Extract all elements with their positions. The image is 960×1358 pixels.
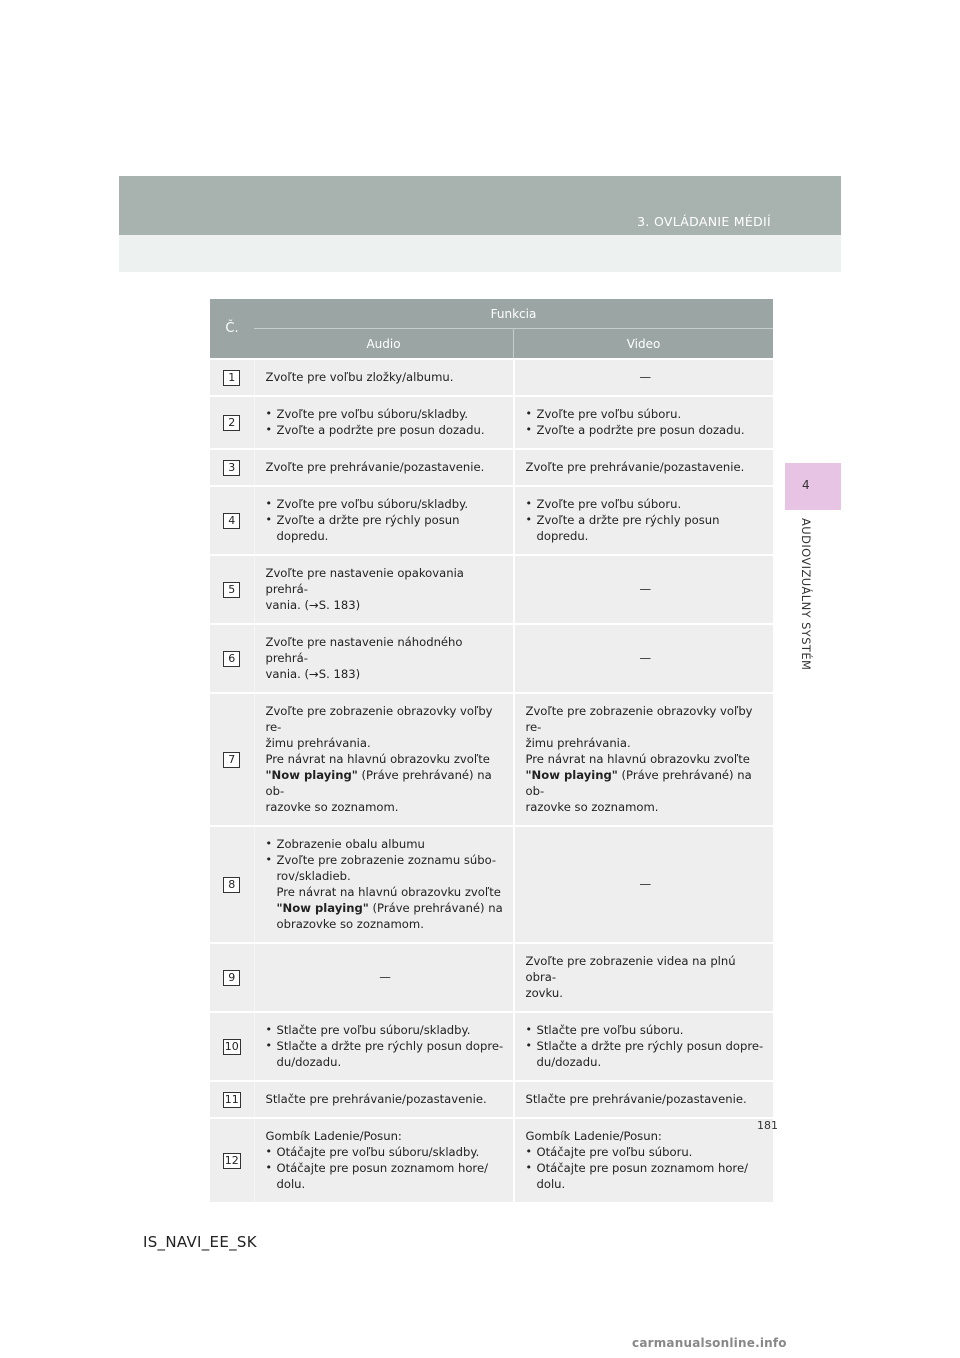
video-dash: — [639,582,652,596]
watermark: carmanualsonline.info [632,1336,787,1350]
header-audio: Audio [254,329,514,360]
video-bullet: • Zvoľte pre voľbu súboru. [526,496,766,512]
video-bullet: • Zvoľte pre voľbu súboru. [526,406,766,422]
video-text: Pre návrat na hlavnú obrazovku zvoľte [525,752,750,766]
audio-text: Stlačte pre prehrávanie/pozastavenie. [265,1092,487,1106]
table-row [210,1081,773,1118]
audio-text: du/dozadu. [276,1055,342,1069]
video-text: zovku. [525,986,563,1000]
audio-text: Zvoľte pre zobrazenie obrazovky voľby re- [265,704,493,734]
audio-text: Zvoľte pre nastavenie opakovania prehrá- [265,566,464,596]
table-row [210,396,773,449]
audio-text: • Stlačte a držte pre rýchly posun dopre- [276,1039,504,1053]
row-number-badge: 9 [223,970,240,986]
audio-bullet: • Zvoľte pre voľbu súboru/skladby. [266,406,505,422]
audio-bullet: • Zvoľte a podržte pre posun dozadu. [266,422,505,438]
video-text: (Práve prehrávané) na ob- [525,768,752,798]
video-dash: — [639,370,652,384]
audio-text: vania. (→S. 183) [265,598,361,612]
row-number-badge: 12 [224,1154,239,1167]
row-number-badge: 5 [223,582,240,598]
audio-text: (Práve prehrávané) na ob- [265,768,492,798]
audio-bullet [266,1160,505,1192]
chapter-label: AUDIOVIZUÁLNY SYSTÉM [799,518,813,671]
section-title: 3. OVLÁDANIE MÉDIÍ [637,214,771,229]
audio-bullet: • Zvoľte a držte pre rýchly posun dopredu. [266,512,505,544]
now-playing-label: "Now playing" [276,901,369,915]
audio-text: rov/skladieb. [276,869,351,883]
audio-text: Gombík Ladenie/Posun: [265,1129,402,1143]
page-number: 181 [757,1119,778,1132]
row-number-badge: 11 [224,1093,239,1106]
audio-text: dolu. [276,1177,306,1191]
audio-text: Pre návrat na hlavnú obrazovku zvoľte [265,752,490,766]
audio-text: Zvoľte pre nastavenie náhodného prehrá- [265,635,463,665]
row-number-badge: 8 [223,877,240,893]
video-text: žimu prehrávania. [525,736,631,750]
now-playing-label: "Now playing" [525,768,618,782]
audio-text: vania. (→S. 183) [265,667,361,681]
table-row [210,943,773,1012]
row-number-badge: 7 [223,752,240,768]
header-number: Č. [210,299,254,359]
row-number-badge: 3 [223,460,240,476]
video-bullet [526,1160,766,1192]
video-text: • Otáčajte pre posun zoznamom hore/ [536,1161,748,1175]
header-video: Video [514,329,774,360]
video-bullet: • Otáčajte pre voľbu súboru. [526,1144,766,1160]
now-playing-label: "Now playing" [265,768,358,782]
table-row [210,624,773,693]
video-text: du/dozadu. [536,1055,602,1069]
audio-text-line [266,767,505,799]
table-row [210,693,773,826]
header-function: Funkcia [254,299,773,329]
audio-text: Pre návrat na hlavnú obrazovku zvoľte [276,885,501,899]
audio-text: žimu prehrávania. [265,736,371,750]
function-table [210,299,773,1202]
audio-text: (Práve prehrávané) na [368,901,503,915]
audio-text: Zvoľte pre prehrávanie/pozastavenie. [265,460,485,474]
video-text: Gombík Ladenie/Posun: [525,1129,662,1143]
row-number-badge: 1 [223,370,240,386]
table-row [210,555,773,624]
table-row [210,826,773,943]
row-number-badge: 2 [223,415,240,431]
chapter-number: 4 [802,478,810,492]
row-number-badge: 4 [223,513,240,529]
header-band [119,176,841,235]
video-text-line [526,767,766,799]
video-text: razovke so zoznamom. [525,800,659,814]
video-text: • Stlačte a držte pre rýchly posun dopre- [536,1039,764,1053]
row-number-badge: 6 [223,651,240,667]
audio-bullet: • Zvoľte pre voľbu súboru/skladby. [266,496,505,512]
audio-bullet: • Stlačte pre voľbu súboru/skladby. [266,1022,505,1038]
video-bullet: • Zvoľte a podržte pre posun dozadu. [526,422,766,438]
audio-text-line [277,900,505,916]
audio-text: • Zvoľte pre zobrazenie zoznamu súbo- [276,853,497,867]
video-text: dolu. [536,1177,566,1191]
video-text: Zvoľte pre zobrazenie videa na plnú obra- [525,954,736,984]
audio-dash: — [379,970,391,984]
header-sub-band [119,235,841,272]
audio-text: Zvoľte pre voľbu zložky/albumu. [265,370,454,384]
row-number-badge: 10 [224,1040,239,1053]
table-row [210,486,773,555]
audio-bullet: • Otáčajte pre voľbu súboru/skladby. [266,1144,505,1160]
table-row [210,359,773,396]
audio-bullet [266,1038,505,1070]
video-dash: — [639,877,652,891]
table-row [210,449,773,486]
audio-text: • Otáčajte pre posun zoznamom hore/ [276,1161,488,1175]
video-bullet: • Zvoľte a držte pre rýchly posun dopredu. [526,512,766,544]
video-text: Zvoľte pre prehrávanie/pozastavenie. [525,460,745,474]
audio-text: obrazovke so zoznamom. [276,917,424,931]
audio-text: razovke so zoznamom. [265,800,399,814]
video-bullet: • Stlačte pre voľbu súboru. [526,1022,766,1038]
video-bullet [526,1038,766,1070]
table-row [210,1118,773,1202]
table-row [210,1012,773,1081]
video-dash: — [639,651,652,665]
video-text: Zvoľte pre zobrazenie obrazovky voľby re- [525,704,753,734]
document-code: IS_NAVI_EE_SK [143,1233,257,1251]
audio-bullet [266,852,505,932]
chapter-tab [785,463,841,510]
video-text: Stlačte pre prehrávanie/pozastavenie. [525,1092,747,1106]
audio-bullet: • Zobrazenie obalu albumu [266,836,505,852]
